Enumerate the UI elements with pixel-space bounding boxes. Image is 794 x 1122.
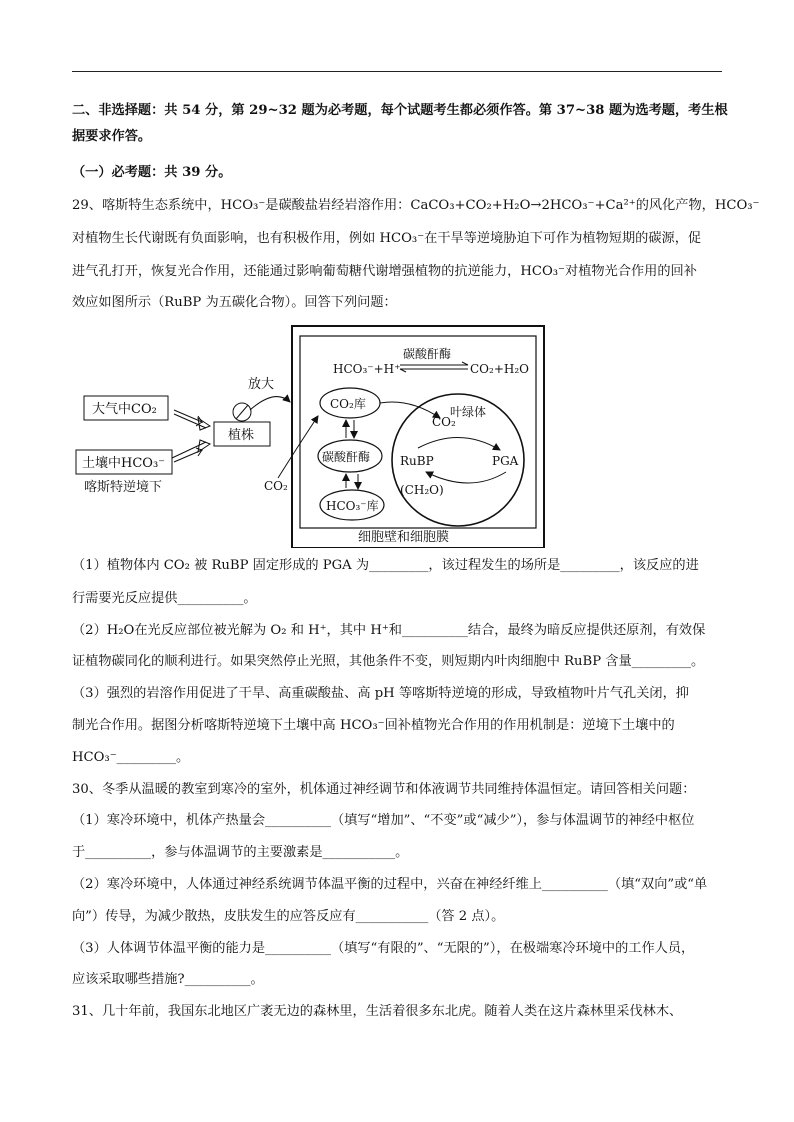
q31-stem: 31、几十年前，我国东北地区广袤无边的森林里，生活着很多东北虎。随着人类在这片森林里采伐林木、 bbox=[72, 1004, 683, 1019]
amplify-label: 放大 bbox=[248, 377, 275, 392]
membrane-label: 细胞壁和细胞膜 bbox=[358, 530, 450, 545]
q29-sub3-c: HCO₃⁻_________。 bbox=[72, 750, 190, 765]
soil-hco3-label: 土壤中HCO₃⁻ bbox=[82, 456, 166, 471]
header-rule bbox=[72, 71, 722, 72]
rubp-label: RuBP bbox=[400, 454, 434, 468]
q29-sub3-b: 制光合作用。据图分析喀斯特逆境下土壤中高 HCO₃⁻回补植物光合作用的作用机制是：逆境下土壤中的 bbox=[72, 718, 675, 733]
hco3-pool-label: HCO₃⁻库 bbox=[326, 499, 379, 513]
co2-in-label: CO₂ bbox=[264, 479, 288, 493]
equation-left: HCO₃⁻+H⁺ bbox=[333, 362, 401, 376]
q29-sub3-a: （3）强烈的岩溶作用促进了干旱、高重碳酸盐、高 pH 等喀斯特逆境的形成，导致植物叶片气孔关闭，抑 bbox=[72, 686, 689, 701]
q29-sub1-a: （1）植物体内 CO₂ 被 RuBP 固定形成的 PGA 为_________，该过程发生的场所是_________，该反应的进 bbox=[72, 558, 699, 573]
chloroplast-co2-label: CO₂ bbox=[432, 415, 456, 429]
q29-stem-2: 对植物生长代谢既有负面影响，也有积极作用，例如 HCO₃⁻在干旱等逆境胁迫下可作为植物短期的碳源，促 bbox=[72, 231, 702, 246]
calvin-arrow-top bbox=[418, 437, 500, 450]
enzyme-mid-label: 碳酸酐酶 bbox=[322, 450, 371, 464]
photosynthesis-diagram bbox=[70, 318, 570, 548]
q30-sub1-b: 于__________，参与体温调节的主要激素是___________。 bbox=[72, 845, 409, 860]
q30-sub3-b: 应该采取哪些措施?__________。 bbox=[72, 972, 264, 987]
required-heading: （一）必考题：共 39 分。 bbox=[72, 165, 232, 180]
karst-label: 喀斯特逆境下 bbox=[84, 480, 163, 495]
equation-right: CO₂+H₂O bbox=[470, 362, 529, 376]
plant-label: 植株 bbox=[228, 428, 255, 443]
section-heading: 二、非选择题：共 54 分，第 29~32 题为必考题，每个试题考生都必须作答。第 37~38 题为选考题，考生根 bbox=[72, 103, 728, 118]
chloroplast-label: 叶绿体 bbox=[450, 405, 487, 419]
enzyme-top-label: 碳酸酐酶 bbox=[403, 347, 452, 361]
q29-stem-3: 进气孔打开，恢复光合作用，还能通过影响葡萄糖代谢增强植物的抗逆能力，HCO₃⁻对植物光合作用的回补 bbox=[72, 264, 697, 279]
q29-stem-4: 效应如图所示（RuBP 为五碳化合物）。回答下列问题： bbox=[72, 295, 397, 310]
q30-stem: 30、冬季从温暖的教室到寒冷的室外，机体通过神经调节和体液调节共同维持体温恒定。请回答相关问题： bbox=[72, 782, 696, 797]
q29-stem-1: 29、喀斯特生态系统中，HCO₃⁻是碳酸盐岩经岩溶作用：CaCO₃+CO₂+H₂O→2HCO₃⁻+Ca²⁺的风化产物，HCO₃⁻ bbox=[72, 198, 760, 213]
q29-sub1-b: 行需要光反应提供__________。 bbox=[72, 591, 257, 606]
q30-sub2-b: 向”）传导，为减少散热，皮肤发生的应答反应有___________（答 2 点）。 bbox=[72, 909, 505, 924]
calvin-arrow-bottom bbox=[426, 472, 506, 483]
section-heading-cont: 据要求作答。 bbox=[72, 129, 152, 144]
q29-sub2-b: 证植物碳同化的顺利进行。如果突然停止光照，其他条件不变，则短期内叶肉细胞中 RuBP 含量_________。 bbox=[72, 654, 705, 669]
pga-label: PGA bbox=[492, 454, 519, 468]
ch2o-label: (CH₂O) bbox=[400, 483, 444, 497]
q30-sub3-a: （3）人体调节体温平衡的能力是__________（填写“有限的”、“无限的”），在极端寒冷环境中的工作人员， bbox=[72, 941, 695, 956]
amplify-arrow bbox=[250, 397, 290, 410]
q30-sub1-a: （1）寒冷环境中，机体产热量会__________（填写“增加”、“不变”或“减少”），参与体温调节的神经中枢位 bbox=[72, 813, 695, 828]
q29-sub2-a: （2）H₂O在光反应部位被光解为 O₂ 和 H⁺，其中 H⁺和__________结合，最终为暗反应提供还原剂，有效保 bbox=[72, 623, 706, 638]
co2-in-arrow bbox=[278, 416, 318, 478]
air-co2-label: 大气中CO₂ bbox=[92, 402, 157, 417]
q30-sub2-a: （2）寒冷环境中，人体通过神经系统调节体温平衡的过程中，兴奋在神经纤维上__________（填“双向”或“单 bbox=[72, 877, 708, 892]
co2-pool-label: CO₂库 bbox=[330, 397, 366, 411]
